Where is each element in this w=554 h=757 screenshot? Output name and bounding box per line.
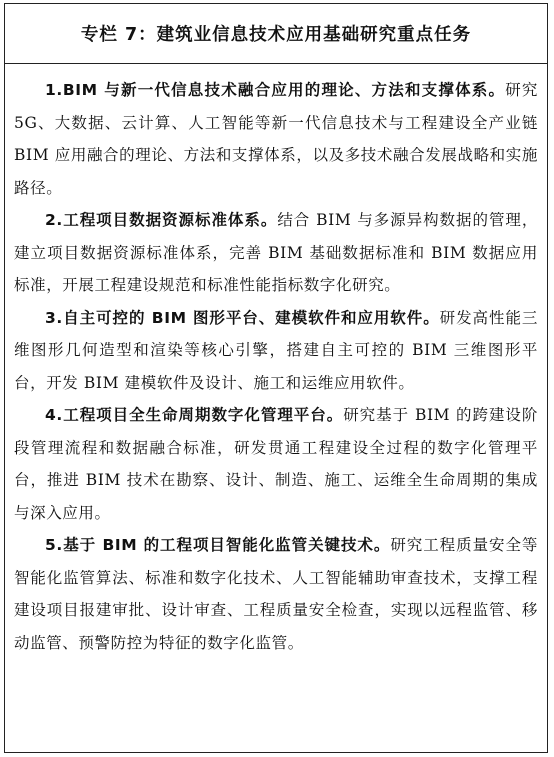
task-body-1: 研究 5G、大数据、云计算、人工智能等新一代信息技术与工程建设全产业链 BIM 应用融合的理论、方法和支撑体系，以及多技术融合发展战略和实施路径。 (14, 81, 539, 197)
special-column-panel (4, 3, 548, 753)
task-heading-5: 5.基于 BIM 的工程项目智能化监管关键技术。 (45, 536, 391, 554)
task-body-4: 研究基于 BIM 的跨建设阶段管理流程和数据融合标准，研发贯通工程建设全过程的数字化管理平台，推进 BIM 技术在勘察、设计、制造、施工、运维全生命周期的集成与深入应用。 (14, 406, 538, 522)
task-body-5: 研究工程质量安全等智能化监管算法、标准和数字化技术、人工智能辅助审查技术，支撑工程建设项目报建审批、设计审查、工程质量安全检查，实现以远程监管、移动监管、预警防控为特征的数字化监管。 (14, 536, 539, 652)
panel-title: 专栏 7：建筑业信息技术应用基础研究重点任务 (80, 25, 472, 45)
task-item-2 (14, 204, 538, 302)
panel-content (5, 64, 547, 659)
task-heading-4: 4.工程项目全生命周期数字化管理平台。 (45, 406, 344, 424)
task-heading-2: 2.工程项目数据资源标准体系。 (45, 211, 278, 229)
task-item-3 (14, 302, 538, 400)
task-body-3: 研发高性能三维图形几何造型和渲染等核心引擎，搭建自主可控的 BIM 三维图形平台，开发 BIM 建模软件及设计、施工和运维应用软件。 (14, 308, 538, 392)
panel-title-row (5, 4, 547, 64)
task-item-5 (14, 529, 538, 659)
task-item-4 (14, 399, 538, 529)
task-heading-3: 3.自主可控的 BIM 图形平台、建模软件和应用软件。 (45, 308, 440, 327)
task-body-2: 结合 BIM 与多源异构数据的管理，建立项目数据资源标准体系，完善 BIM 基础数据标准和 BIM 数据应用标准，开展工程建设规范和标准性能指标数字化研究。 (14, 211, 538, 294)
task-item-1 (14, 74, 538, 204)
task-heading-1: 1.BIM 与新一代信息技术融合应用的理论、方法和支撑体系。 (45, 81, 506, 99)
